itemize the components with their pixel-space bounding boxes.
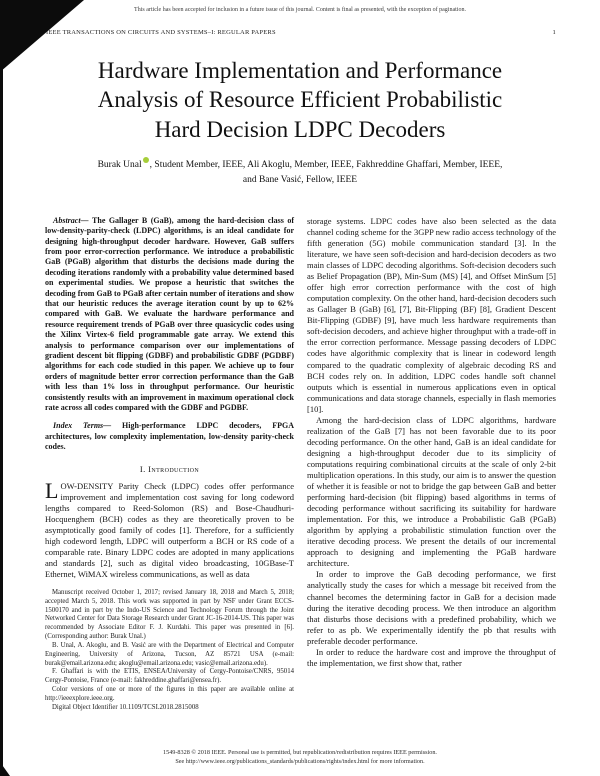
acceptance-notice: This article has been accepted for inclusion in a future issue of this journal. Content is final as presented, with the exception of pagination. [134, 7, 466, 13]
orcid-icon [143, 157, 149, 163]
title-line-3: Hard Decision LDPC Decoders [154, 116, 446, 142]
body-paragraph-1: storage systems. LDPC codes have also been selected as the data channel coding scheme for the 3GPP new radio access technology of the fifth generation (5G) mobile communication standard [3]. In the literature, we have seen soft-decision and hard-decision decoders as two main classes of LDPC decoding algorithms. Soft-decision decoders such as Belief Propagation (BP), Min-Sum (MS) [4], and Offset MinSum [5] offer high error correction performance with the cost of high computation complexity. On the other hand, hard-decision decoders such as Gallager B (GaB) [6], [7], Bit-Flipping (BF) [8], Gradient Descent Bit-Flipping (GDBF) [9], have much less hardware requirements than soft-decision decoders, and achieve higher throughput with a trade-off in the error correction performance. Message passing decoders of LDPC codes have algorithmic complexity that is linear in codeword length compared to the quadratic complexity of algebraic decoding RS and BCH codes rely on. In addition, LDPC codes handle soft channel outputs which is essential in numerous applications even in optical communications and data storage channels, especially in flash memories [10]. [307, 215, 556, 414]
author-line-1-rest: , Student Member, IEEE, Ali Akoglu, Member, IEEE, Fakhreddine Ghaffari, Member, IEEE, [149, 160, 503, 171]
journal-name: IEEE TRANSACTIONS ON CIRCUITS AND SYSTEMS–I: REGULAR PAPERS [46, 29, 276, 36]
drop-cap: L [45, 477, 59, 503]
abstract-text: The Gallager B (GaB), among the hard-decision class of low-density-parity-check (LDPC) algorithms, is an ideal candidate for designing high-throughput decoder hardware. However, GaB suffers from poor error-correction performance. We introduce a probabilistic GaB (PGaB) algorithm that disturbs the decisions made during the decoding iterations randomly with a probability value determined based on experimental studies. We propose a heuristic that switches the decoding from GaB to PGaB after certain number of iterations and show that our heuristic reduces the average iteration count by up to 62% compared with GaB. We evaluate the hardware performance and resource requirement trends of PGaB over three quasicyclic codes using the Xilinx Virtex-6 field programmable gate array. We extend this analysis to performance comparison over our implementations of gradient descent bit flipping (GDBF) and probabilistic GDBF (PGDBF) algorithms for each code studied in this paper. We achieve up to four orders of magnitude better error correction performance than the GaB with less than 1% loss in throughput performance. Our heuristic consistently results with an improvement in maximum operational clock rate across all codes compared with the GDBF and PGDBF. [45, 215, 295, 412]
index-terms-text: High-performance LDPC decoders, FPGA architectures, low complexity implementation, low-density parity-check codes. [45, 421, 295, 452]
index-terms [45, 421, 294, 452]
footnote-affiliation-2: F. Ghaffari is with the ETIS, ENSEA/University of Cergy-Pontoise/CNRS, 95014 Cergy-Pontoise, France (e-mail: fakhreddine.ghaffari@ensea.fr). [45, 668, 294, 685]
intro-paragraph [45, 477, 294, 580]
running-head [46, 29, 556, 36]
author-line-2: and Bane Vasić, Fellow, IEEE [242, 175, 358, 186]
scan-edge-artifact [0, 0, 3, 776]
author-line-1 [50, 157, 550, 173]
footnote-affiliation-1: B. Unal, A. Akoglu, and B. Vasić are with the Department of Electrical and Computer Engineering, University of Arizona, Tucson, AZ 85721 USA (e-mail: burak@email.arizona.edu; akoglu@email.arizona.edu; vasic@email.arizona.edu). [45, 641, 294, 667]
two-column-body [45, 216, 556, 713]
footnote-doi: Digital Object Identifier 10.1109/TCSI.2018.2815008 [52, 703, 199, 711]
author-name: Burak Unal [97, 160, 142, 171]
copyright-footer [0, 749, 600, 767]
title-line-1: Hardware Implementation and Performance [97, 58, 503, 83]
paper-title [40, 56, 560, 144]
section-heading-introduction: I. Introduction [139, 463, 200, 474]
scan-corner-artifact [0, 0, 84, 72]
copyright-line-1: 1549-8328 © 2018 IEEE. Personal use is permitted, but republication/redistribution requires IEEE permission. [163, 749, 437, 757]
right-column [307, 216, 556, 713]
title-line-2: Analysis of Resource Efficient Probabilistic [97, 87, 503, 113]
copyright-line-2: See http://www.ieee.org/publications_standards/publications/rights/index.html for more information. [175, 758, 425, 766]
body-paragraph-4: In order to reduce the hardware cost and improve the throughput of the implementation, we first show that, rather [307, 646, 556, 668]
scan-bottom-corner-artifact [0, 762, 10, 776]
abstract [45, 216, 294, 413]
index-terms-label: Index Terms— [53, 421, 123, 431]
abstract-label: Abstract— [53, 215, 93, 225]
first-page-footnotes [45, 589, 294, 713]
page-number: 1 [552, 29, 556, 36]
body-paragraph-3: In order to improve the GaB decoding performance, we first analytically study the cases for which a message bit received from the channel becomes the determining factor in GaB for a decision made during the iterative decoding process. We then introduce an algorithm that disturbs those decisions with a predefined probability, which we refer to as pb. We experimentally identify the pb that results with preferable decoder performance. [307, 569, 556, 646]
body-paragraph-2: Among the hard-decision class of LDPC algorithms, hardware realization of the GaB [7] has not been favorable due to its poor decoding performance. On the other hand, GaB is an ideal candidate for designing a high-throughput decoder due to its simplicity of computations requiring combinational circuits at the scale of only 2-bit multiplication operations. In this study, our aim is to answer the question of whether it is feasible or not to bridge the gap between GaB and better performing hard-decision (bit flipping) based algorithms in terms of decoding performance without sacrificing its suitability for hardware implementation. For this, we introduce a Probabilistic GaB (PGaB) algorithm by applying a probabilistic stimulation function over the iterative decoding process. We present the details of our incremental approach to designing and implementing the PGaB hardware architecture. [307, 414, 556, 569]
footnote-color-versions: Color versions of one or more of the figures in this paper are available online at http://ieeexplore.ieee.org. [45, 686, 294, 702]
left-column [45, 216, 294, 713]
author-block [50, 157, 550, 188]
footnote-manuscript: Manuscript received October 1, 2017; revised January 18, 2018 and March 5, 2018; accepted March 5, 2018. This work was supported in part by NSF under Grant ECCS-1500170 and in part by the Indo-US Science and Technology Forum through the Joint Networked Center for Data Storage Research under Grant JC-16-2014-US. This paper was recommended by Associate Editor F. J. Kurdahi. This paper was presented in [6]. (Corresponding author: Burak Unal.) [45, 588, 294, 641]
intro-text: OW-DENSITY Parity Check (LDPC) codes offer performance improvement and implementation cost saving for long codeword lengths compared to Reed-Solomon (RS) and Bose-Chaudhuri-Hocquenghem (BCH) codes as they are theoretically proven to be asymptotically good family of codes [1]. Therefore, for a sufficiently high codeword length, LDPC will outperform a BCH or RS code of a comparable rate. Binary LDPC codes are adopted in many applications and standards [2], such as digital video broadcasting, 10GBase-T Ethernet, WiMAX wireless communications, as well as data [45, 480, 294, 579]
